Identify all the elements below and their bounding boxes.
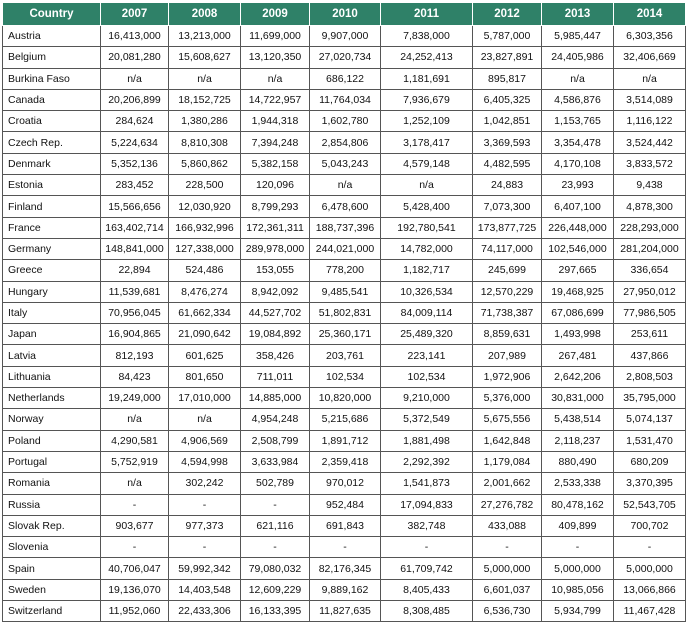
table-row bbox=[3, 217, 686, 238]
value-cell: 1,642,848 bbox=[473, 430, 542, 451]
value-cell: 11,699,000 bbox=[241, 26, 310, 47]
value-cell: 4,906,569 bbox=[169, 430, 241, 451]
country-cell: Spain bbox=[3, 558, 101, 579]
country-cell: Hungary bbox=[3, 281, 101, 302]
value-cell: 12,609,229 bbox=[241, 579, 310, 600]
country-cell: Norway bbox=[3, 409, 101, 430]
value-cell: 9,907,000 bbox=[310, 26, 381, 47]
value-cell: 27,950,012 bbox=[614, 281, 686, 302]
value-cell: 1,116,122 bbox=[614, 111, 686, 132]
value-cell: 13,213,000 bbox=[169, 26, 241, 47]
value-cell: 102,546,000 bbox=[542, 238, 614, 259]
value-cell: 691,843 bbox=[310, 515, 381, 536]
value-cell: 1,944,318 bbox=[241, 111, 310, 132]
value-cell: 27,276,782 bbox=[473, 494, 542, 515]
table-row bbox=[3, 89, 686, 110]
value-cell: n/a bbox=[310, 175, 381, 196]
header-2009: 2009 bbox=[241, 3, 310, 26]
value-cell: 173,877,725 bbox=[473, 217, 542, 238]
header-row bbox=[3, 3, 686, 26]
value-cell: 20,206,899 bbox=[101, 89, 169, 110]
table-row bbox=[3, 260, 686, 281]
value-cell: n/a bbox=[101, 68, 169, 89]
value-cell: 12,030,920 bbox=[169, 196, 241, 217]
table-row bbox=[3, 579, 686, 600]
value-cell: - bbox=[381, 537, 473, 558]
table-row bbox=[3, 345, 686, 366]
value-cell: 2,508,799 bbox=[241, 430, 310, 451]
value-cell: 120,096 bbox=[241, 175, 310, 196]
value-cell: 437,866 bbox=[614, 345, 686, 366]
value-cell: 102,534 bbox=[310, 366, 381, 387]
value-cell: 20,081,280 bbox=[101, 47, 169, 68]
table-row bbox=[3, 153, 686, 174]
value-cell: 5,372,549 bbox=[381, 409, 473, 430]
value-cell: 382,748 bbox=[381, 515, 473, 536]
table-row bbox=[3, 515, 686, 536]
value-cell: 67,086,699 bbox=[542, 302, 614, 323]
country-cell: Japan bbox=[3, 324, 101, 345]
value-cell: 3,833,572 bbox=[614, 153, 686, 174]
country-cell: Lithuania bbox=[3, 366, 101, 387]
value-cell: 711,011 bbox=[241, 366, 310, 387]
value-cell: 11,764,034 bbox=[310, 89, 381, 110]
table-row bbox=[3, 558, 686, 579]
table-row bbox=[3, 430, 686, 451]
value-cell: 4,579,148 bbox=[381, 153, 473, 174]
value-cell: 61,709,742 bbox=[381, 558, 473, 579]
value-cell: 6,303,356 bbox=[614, 26, 686, 47]
value-cell: 32,406,669 bbox=[614, 47, 686, 68]
value-cell: 903,677 bbox=[101, 515, 169, 536]
value-cell: 6,407,100 bbox=[542, 196, 614, 217]
value-cell: 61,662,334 bbox=[169, 302, 241, 323]
value-cell: 16,904,865 bbox=[101, 324, 169, 345]
value-cell: 1,252,109 bbox=[381, 111, 473, 132]
value-cell: 5,860,862 bbox=[169, 153, 241, 174]
value-cell: 812,193 bbox=[101, 345, 169, 366]
value-cell: 5,752,919 bbox=[101, 451, 169, 472]
value-cell: 203,761 bbox=[310, 345, 381, 366]
header-country: Country bbox=[3, 3, 101, 26]
value-cell: 9,485,541 bbox=[310, 281, 381, 302]
value-cell: 4,170,108 bbox=[542, 153, 614, 174]
value-cell: 244,021,000 bbox=[310, 238, 381, 259]
value-cell: 40,706,047 bbox=[101, 558, 169, 579]
header-2011: 2011 bbox=[381, 3, 473, 26]
country-cell: Belgium bbox=[3, 47, 101, 68]
table-row bbox=[3, 47, 686, 68]
value-cell: 2,854,806 bbox=[310, 132, 381, 153]
value-cell: n/a bbox=[169, 68, 241, 89]
value-cell: 5,787,000 bbox=[473, 26, 542, 47]
value-cell: 5,985,447 bbox=[542, 26, 614, 47]
value-cell: 30,831,000 bbox=[542, 388, 614, 409]
value-cell: 1,972,906 bbox=[473, 366, 542, 387]
value-cell: 283,452 bbox=[101, 175, 169, 196]
value-cell: - bbox=[614, 537, 686, 558]
value-cell: 9,889,162 bbox=[310, 579, 381, 600]
value-cell: 10,820,000 bbox=[310, 388, 381, 409]
value-cell: - bbox=[169, 494, 241, 515]
table-row bbox=[3, 324, 686, 345]
value-cell: n/a bbox=[381, 175, 473, 196]
value-cell: 13,120,350 bbox=[241, 47, 310, 68]
country-cell: Czech Rep. bbox=[3, 132, 101, 153]
value-cell: 8,308,485 bbox=[381, 601, 473, 622]
value-cell: 5,934,799 bbox=[542, 601, 614, 622]
country-cell: Austria bbox=[3, 26, 101, 47]
value-cell: n/a bbox=[614, 68, 686, 89]
value-cell: 21,090,642 bbox=[169, 324, 241, 345]
value-cell: 127,338,000 bbox=[169, 238, 241, 259]
value-cell: 10,326,534 bbox=[381, 281, 473, 302]
value-cell: 2,118,237 bbox=[542, 430, 614, 451]
value-cell: 84,423 bbox=[101, 366, 169, 387]
value-cell: 5,000,000 bbox=[473, 558, 542, 579]
value-cell: - bbox=[241, 494, 310, 515]
country-cell: Slovenia bbox=[3, 537, 101, 558]
country-cell: Greece bbox=[3, 260, 101, 281]
value-cell: 7,394,248 bbox=[241, 132, 310, 153]
value-cell: 289,978,000 bbox=[241, 238, 310, 259]
value-cell: 16,413,000 bbox=[101, 26, 169, 47]
value-cell: 8,942,092 bbox=[241, 281, 310, 302]
value-cell: n/a bbox=[169, 409, 241, 430]
value-cell: 226,448,000 bbox=[542, 217, 614, 238]
value-cell: 188,737,396 bbox=[310, 217, 381, 238]
value-cell: 11,952,060 bbox=[101, 601, 169, 622]
value-cell: 228,500 bbox=[169, 175, 241, 196]
value-cell: 8,405,433 bbox=[381, 579, 473, 600]
value-cell: 148,841,000 bbox=[101, 238, 169, 259]
table-row bbox=[3, 68, 686, 89]
country-cell: Denmark bbox=[3, 153, 101, 174]
value-cell: 1,181,691 bbox=[381, 68, 473, 89]
value-cell: 5,675,556 bbox=[473, 409, 542, 430]
value-cell: 172,361,311 bbox=[241, 217, 310, 238]
value-cell: 3,370,395 bbox=[614, 473, 686, 494]
value-cell: 2,292,392 bbox=[381, 451, 473, 472]
value-cell: 14,722,957 bbox=[241, 89, 310, 110]
value-cell: 801,650 bbox=[169, 366, 241, 387]
value-cell: 25,489,320 bbox=[381, 324, 473, 345]
value-cell: n/a bbox=[101, 473, 169, 494]
value-cell: 1,380,286 bbox=[169, 111, 241, 132]
value-cell: 14,885,000 bbox=[241, 388, 310, 409]
value-cell: 895,817 bbox=[473, 68, 542, 89]
value-cell: 5,382,158 bbox=[241, 153, 310, 174]
value-cell: 1,182,717 bbox=[381, 260, 473, 281]
table-row bbox=[3, 175, 686, 196]
value-cell: 686,122 bbox=[310, 68, 381, 89]
value-cell: 358,426 bbox=[241, 345, 310, 366]
value-cell: 3,178,417 bbox=[381, 132, 473, 153]
value-cell: 302,242 bbox=[169, 473, 241, 494]
country-cell: Slovak Rep. bbox=[3, 515, 101, 536]
value-cell: 1,531,470 bbox=[614, 430, 686, 451]
header-2013: 2013 bbox=[542, 3, 614, 26]
value-cell: 970,012 bbox=[310, 473, 381, 494]
value-cell: 2,533,338 bbox=[542, 473, 614, 494]
value-cell: 23,827,891 bbox=[473, 47, 542, 68]
value-cell: - bbox=[101, 494, 169, 515]
value-cell: 336,654 bbox=[614, 260, 686, 281]
value-cell: 8,810,308 bbox=[169, 132, 241, 153]
value-cell: 19,468,925 bbox=[542, 281, 614, 302]
country-cell: Germany bbox=[3, 238, 101, 259]
table-row bbox=[3, 473, 686, 494]
country-cell: Sweden bbox=[3, 579, 101, 600]
value-cell: 8,799,293 bbox=[241, 196, 310, 217]
value-cell: 4,954,248 bbox=[241, 409, 310, 430]
country-cell: Latvia bbox=[3, 345, 101, 366]
value-cell: 2,001,662 bbox=[473, 473, 542, 494]
table-row bbox=[3, 494, 686, 515]
value-cell: 5,215,686 bbox=[310, 409, 381, 430]
value-cell: 14,782,000 bbox=[381, 238, 473, 259]
value-cell: 1,042,851 bbox=[473, 111, 542, 132]
value-cell: 102,534 bbox=[381, 366, 473, 387]
value-cell: 228,293,000 bbox=[614, 217, 686, 238]
value-cell: 952,484 bbox=[310, 494, 381, 515]
value-cell: 253,611 bbox=[614, 324, 686, 345]
table-row bbox=[3, 281, 686, 302]
value-cell: 51,802,831 bbox=[310, 302, 381, 323]
value-cell: 14,403,548 bbox=[169, 579, 241, 600]
value-cell: 17,094,833 bbox=[381, 494, 473, 515]
country-cell: France bbox=[3, 217, 101, 238]
value-cell: 4,482,595 bbox=[473, 153, 542, 174]
country-cell: Netherlands bbox=[3, 388, 101, 409]
table-row bbox=[3, 302, 686, 323]
value-cell: 19,136,070 bbox=[101, 579, 169, 600]
value-cell: - bbox=[241, 537, 310, 558]
value-cell: 2,642,206 bbox=[542, 366, 614, 387]
country-cell: Italy bbox=[3, 302, 101, 323]
table-row bbox=[3, 238, 686, 259]
header-2010: 2010 bbox=[310, 3, 381, 26]
value-cell: 19,084,892 bbox=[241, 324, 310, 345]
value-cell: 8,859,631 bbox=[473, 324, 542, 345]
value-cell: 977,373 bbox=[169, 515, 241, 536]
table-row bbox=[3, 111, 686, 132]
value-cell: 1,891,712 bbox=[310, 430, 381, 451]
value-cell: 284,624 bbox=[101, 111, 169, 132]
value-cell: 163,402,714 bbox=[101, 217, 169, 238]
country-cell: Estonia bbox=[3, 175, 101, 196]
value-cell: 166,932,996 bbox=[169, 217, 241, 238]
value-cell: 44,527,702 bbox=[241, 302, 310, 323]
value-cell: 192,780,541 bbox=[381, 217, 473, 238]
value-cell: 80,478,162 bbox=[542, 494, 614, 515]
value-cell: 9,438 bbox=[614, 175, 686, 196]
value-cell: 245,699 bbox=[473, 260, 542, 281]
value-cell: 6,601,037 bbox=[473, 579, 542, 600]
header-2014: 2014 bbox=[614, 3, 686, 26]
value-cell: 24,405,986 bbox=[542, 47, 614, 68]
value-cell: 15,608,627 bbox=[169, 47, 241, 68]
value-cell: 267,481 bbox=[542, 345, 614, 366]
value-cell: 4,586,876 bbox=[542, 89, 614, 110]
value-cell: 5,352,136 bbox=[101, 153, 169, 174]
value-cell: 16,133,395 bbox=[241, 601, 310, 622]
value-cell: n/a bbox=[241, 68, 310, 89]
value-cell: n/a bbox=[542, 68, 614, 89]
value-cell: 1,153,765 bbox=[542, 111, 614, 132]
value-cell: 70,956,045 bbox=[101, 302, 169, 323]
header-2007: 2007 bbox=[101, 3, 169, 26]
value-cell: 1,881,498 bbox=[381, 430, 473, 451]
value-cell: 433,088 bbox=[473, 515, 542, 536]
country-cell: Poland bbox=[3, 430, 101, 451]
table-row bbox=[3, 537, 686, 558]
country-cell: Switzerland bbox=[3, 601, 101, 622]
value-cell: - bbox=[310, 537, 381, 558]
value-cell: 12,570,229 bbox=[473, 281, 542, 302]
value-cell: 1,541,873 bbox=[381, 473, 473, 494]
value-cell: 1,602,780 bbox=[310, 111, 381, 132]
value-cell: 281,204,000 bbox=[614, 238, 686, 259]
value-cell: 9,210,000 bbox=[381, 388, 473, 409]
table-row bbox=[3, 409, 686, 430]
value-cell: 8,476,274 bbox=[169, 281, 241, 302]
table-row bbox=[3, 132, 686, 153]
value-cell: 24,252,413 bbox=[381, 47, 473, 68]
value-cell: 19,249,000 bbox=[101, 388, 169, 409]
value-cell: 4,594,998 bbox=[169, 451, 241, 472]
value-cell: - bbox=[169, 537, 241, 558]
value-cell: 3,524,442 bbox=[614, 132, 686, 153]
value-cell: 74,117,000 bbox=[473, 238, 542, 259]
value-cell: 5,043,243 bbox=[310, 153, 381, 174]
value-cell: 5,000,000 bbox=[542, 558, 614, 579]
value-cell: 3,514,089 bbox=[614, 89, 686, 110]
value-cell: 35,795,000 bbox=[614, 388, 686, 409]
table-row bbox=[3, 26, 686, 47]
value-cell: 5,000,000 bbox=[614, 558, 686, 579]
table-row bbox=[3, 388, 686, 409]
country-cell: Russia bbox=[3, 494, 101, 515]
value-cell: 153,055 bbox=[241, 260, 310, 281]
value-cell: 6,405,325 bbox=[473, 89, 542, 110]
country-cell: Canada bbox=[3, 89, 101, 110]
value-cell: 13,066,866 bbox=[614, 579, 686, 600]
value-cell: 3,369,593 bbox=[473, 132, 542, 153]
value-cell: 17,010,000 bbox=[169, 388, 241, 409]
value-cell: 207,989 bbox=[473, 345, 542, 366]
value-cell: 7,936,679 bbox=[381, 89, 473, 110]
value-cell: 7,838,000 bbox=[381, 26, 473, 47]
value-cell: 680,209 bbox=[614, 451, 686, 472]
value-cell: 6,478,600 bbox=[310, 196, 381, 217]
value-cell: 3,633,984 bbox=[241, 451, 310, 472]
value-cell: n/a bbox=[101, 409, 169, 430]
value-cell: 79,080,032 bbox=[241, 558, 310, 579]
value-cell: 22,894 bbox=[101, 260, 169, 281]
value-cell: 223,141 bbox=[381, 345, 473, 366]
value-cell: 778,200 bbox=[310, 260, 381, 281]
value-cell: 84,009,114 bbox=[381, 302, 473, 323]
value-cell: 59,992,342 bbox=[169, 558, 241, 579]
data-table bbox=[2, 2, 686, 622]
value-cell: - bbox=[542, 537, 614, 558]
value-cell: 409,899 bbox=[542, 515, 614, 536]
value-cell: 880,490 bbox=[542, 451, 614, 472]
header-2012: 2012 bbox=[473, 3, 542, 26]
country-cell: Finland bbox=[3, 196, 101, 217]
value-cell: 1,493,998 bbox=[542, 324, 614, 345]
header-2008: 2008 bbox=[169, 3, 241, 26]
value-cell: 11,827,635 bbox=[310, 601, 381, 622]
value-cell: 5,438,514 bbox=[542, 409, 614, 430]
country-cell: Romania bbox=[3, 473, 101, 494]
value-cell: 1,179,084 bbox=[473, 451, 542, 472]
table-row bbox=[3, 196, 686, 217]
value-cell: 2,359,418 bbox=[310, 451, 381, 472]
value-cell: 27,020,734 bbox=[310, 47, 381, 68]
value-cell: - bbox=[473, 537, 542, 558]
value-cell: 4,878,300 bbox=[614, 196, 686, 217]
value-cell: 24,883 bbox=[473, 175, 542, 196]
value-cell: 71,738,387 bbox=[473, 302, 542, 323]
table-row bbox=[3, 601, 686, 622]
value-cell: 524,486 bbox=[169, 260, 241, 281]
value-cell: 297,665 bbox=[542, 260, 614, 281]
country-cell: Croatia bbox=[3, 111, 101, 132]
value-cell: 82,176,345 bbox=[310, 558, 381, 579]
value-cell: 7,073,300 bbox=[473, 196, 542, 217]
value-cell: 5,376,000 bbox=[473, 388, 542, 409]
value-cell: 6,536,730 bbox=[473, 601, 542, 622]
value-cell: 5,428,400 bbox=[381, 196, 473, 217]
table-row bbox=[3, 366, 686, 387]
value-cell: 23,993 bbox=[542, 175, 614, 196]
value-cell: - bbox=[101, 537, 169, 558]
table-row bbox=[3, 451, 686, 472]
value-cell: 5,224,634 bbox=[101, 132, 169, 153]
value-cell: 502,789 bbox=[241, 473, 310, 494]
value-cell: 621,116 bbox=[241, 515, 310, 536]
value-cell: 10,985,056 bbox=[542, 579, 614, 600]
value-cell: 4,290,581 bbox=[101, 430, 169, 451]
country-cell: Portugal bbox=[3, 451, 101, 472]
value-cell: 601,625 bbox=[169, 345, 241, 366]
value-cell: 5,074,137 bbox=[614, 409, 686, 430]
value-cell: 25,360,171 bbox=[310, 324, 381, 345]
value-cell: 18,152,725 bbox=[169, 89, 241, 110]
value-cell: 52,543,705 bbox=[614, 494, 686, 515]
value-cell: 11,467,428 bbox=[614, 601, 686, 622]
country-cell: Burkina Faso bbox=[3, 68, 101, 89]
value-cell: 77,986,505 bbox=[614, 302, 686, 323]
value-cell: 3,354,478 bbox=[542, 132, 614, 153]
value-cell: 15,566,656 bbox=[101, 196, 169, 217]
value-cell: 700,702 bbox=[614, 515, 686, 536]
value-cell: 2,808,503 bbox=[614, 366, 686, 387]
value-cell: 11,539,681 bbox=[101, 281, 169, 302]
value-cell: 22,433,306 bbox=[169, 601, 241, 622]
